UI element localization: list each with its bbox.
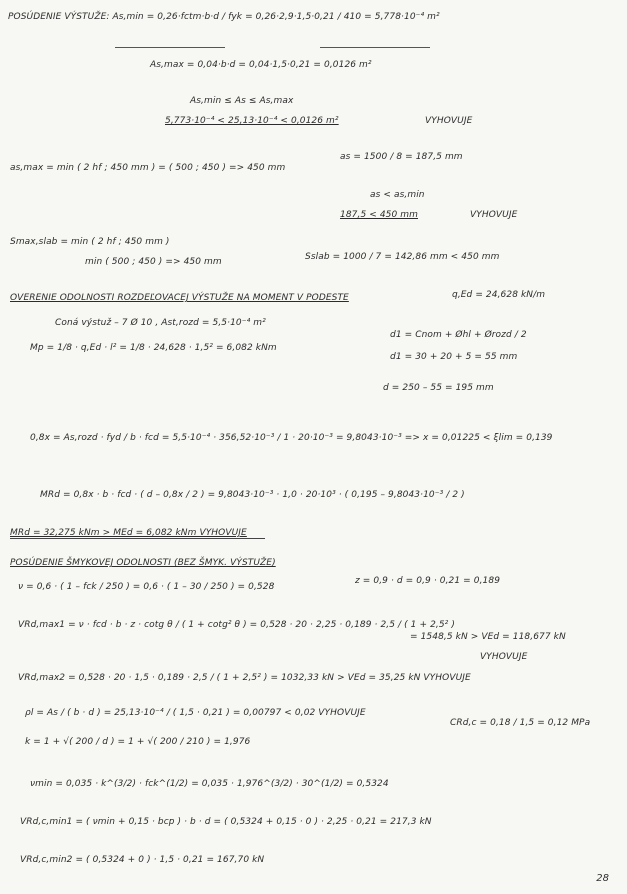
reinforcement-ratio-line: ρl = As / ( b · d ) = 25,13·10⁻⁴ / ( 1,5 · 0,21 ) = 0,00797 < 0,02 VYHOVUJE (25, 708, 366, 718)
vrd-max2-line: VRd,max2 = 0,528 · 20 · 1,5 · 0,189 · 2,5 / ( 1 + 2,5² ) = 1032,33 kN > VEd = 35,25 kN VYHOVUJE (18, 673, 471, 683)
as-spacing-values: 187,5 < 450 mm (340, 210, 419, 220)
sslab-line: Sslab = 1000 / 7 = 142,86 mm < 450 mm (305, 252, 500, 262)
load-value: q,Ed = 24,628 kN/m (452, 290, 546, 300)
as-check-values-line: 5,773·10⁻⁴ < 25,13·10⁻⁴ < 0,0126 m² (165, 116, 339, 126)
distribution-rebar-line: Coná výstuž – 7 Ø 10 , Ast,rozd = 5,5·10⁻⁴ m² (55, 318, 266, 328)
nu-min-line: νmin = 0,035 · k^(3/2) · fck^(1/2) = 0,035 · 1,976^(3/2) · 30^(1/2) = 0,5324 (30, 779, 389, 789)
compression-zone-line: 0,8x = As,rozd · fyd / b · fcd = 5,5·10⁻⁴ · 356,52·10⁻³ / 1 · 20·10⁻³ = 9,8043·10⁻³ => x = 0,01225 < ξlim = 0,139 (30, 433, 553, 443)
result-satisfies-1: VYHOVUJE (425, 116, 473, 126)
vrd-max1-result: = 1548,5 kN > VEd = 118,677 kN (410, 632, 566, 642)
as-max-line: As,max = 0,04·b·d = 0,04·1,5·0,21 = 0,0126 m² (150, 60, 372, 70)
nu-line: ν = 0,6 · ( 1 – fck / 250 ) = 0,6 · ( 1 – 30 / 250 ) = 0,528 (18, 582, 275, 592)
effective-depth: d = 250 – 55 = 195 mm (383, 383, 494, 393)
section-heading-bending: OVERENIE ODOLNOSTI ROZDEĽOVACEJ VÝSTUŽE NA MOMENT V PODESTE (10, 293, 349, 303)
lever-arm-line: z = 0,9 · d = 0,9 · 0,21 = 0,189 (355, 576, 501, 586)
smax-slab-line: Smax,slab = min ( 2 hf ; 450 mm ) (10, 237, 170, 247)
fraction-rule (320, 47, 430, 48)
vrd-max1-line: VRd,max1 = ν · fcd · b · z · cotg θ / ( 1 + cotg² θ ) = 0,528 · 20 · 2,25 · 0,189 · 2,5 / ( 1 + 2,5² ) (18, 620, 455, 630)
cover-depth-value: d1 = 30 + 20 + 5 = 55 mm (390, 352, 518, 362)
as-condition-line: As,min ≤ As ≤ As,max (190, 96, 294, 106)
section-heading-shear: POSÚDENIE ŠMYKOVEJ ODOLNOSTI (BEZ ŠMYK. VÝSTUŽE) (10, 558, 276, 568)
smax-slab-value-line: min ( 500 ; 450 ) => 450 mm (85, 257, 222, 267)
as-spacing-condition: as < as,min (370, 190, 425, 200)
reinforcement-check-line-1: POSÚDENIE VÝSTUŽE: As,min = 0,26·fctm·b·d / fyk = 0,26·2,9·1,5·0,21 / 410 = 5,778·10⁻⁴ m² (8, 12, 440, 22)
fraction-rule (115, 47, 225, 48)
as-max-spacing-line: as,max = min ( 2 hf ; 450 mm ) = ( 500 ; 450 ) => 450 mm (10, 163, 286, 173)
vrdc-min1-line: VRd,c,min1 = ( νmin + 0,15 · bcp ) · b · d = ( 0,5324 + 0,15 · 0 ) · 2,25 · 0,21 = 217,3 kN (20, 817, 432, 827)
as-spacing-line: as = 1500 / 8 = 187,5 mm (340, 152, 463, 162)
result-satisfies-3: VYHOVUJE (480, 652, 528, 662)
cover-depth-formula: d1 = Cnom + Øhl + Ørozd / 2 (390, 330, 527, 340)
k-factor-line: k = 1 + √( 200 / d ) = 1 + √( 200 / 210 ) = 1,976 (25, 737, 251, 747)
moment-line: Mp = 1/8 · q,Ed · l² = 1/8 · 24,628 · 1,5² = 6,082 kNm (30, 343, 277, 353)
result-underline (10, 520, 265, 539)
moment-resistance-line: MRd = 0,8x · b · fcd · ( d – 0,8x / 2 ) = 9,8043·10⁻³ · 1,0 · 20·10³ · ( 0,195 – 9,8043·10⁻³ / 2 ) (40, 490, 465, 500)
result-satisfies-2: VYHOVUJE (470, 210, 518, 220)
vrdc-min2-line: VRd,c,min2 = ( 0,5324 + 0 ) · 1,5 · 0,21 = 167,70 kN (20, 855, 265, 865)
crdc-line: CRd,c = 0,18 / 1,5 = 0,12 MPa (450, 718, 591, 728)
moment-resistance-result: MRd = 32,275 kNm > MEd = 6,082 kNm VYHOVUJE (10, 528, 247, 538)
page-number: 28 (596, 873, 609, 884)
